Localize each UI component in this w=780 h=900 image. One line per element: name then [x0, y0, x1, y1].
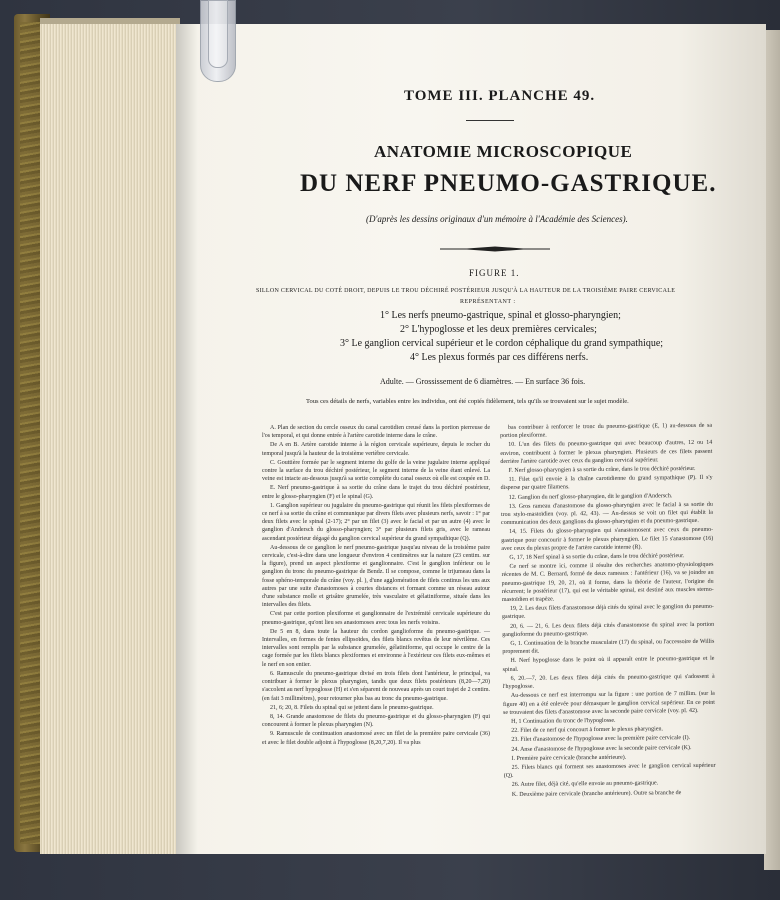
paragraph: 25. Filets blancs qui forment ses anastomoses avec le ganglion cervical supérieur (Q). [503, 762, 716, 780]
page-block-edges [40, 24, 181, 854]
ornament-divider [440, 246, 550, 252]
paragraph: 26. Autre filet, déjà cité, qu'elle envoie au pneumo-gastrique. [511, 780, 659, 789]
paragraph: 13. Gros rameau d'anastomose du glosso-pharyngien avec le facial à sa sortie du trou stylo-mastoïdien (voy. pl. 42, 43). — Au-dessus se voit un filet qui établit la communication des deux ganglions du glosso-pharyngien et du pneumo-gastrique. [500, 501, 713, 527]
paragraph: G, 1. Continuation de la branche musculaire (17) du spinal, ou l'accessoire de Willis proprement dit. [502, 638, 715, 656]
paragraph: 20, 6. — 21, 6. Les deux filets déjà cités d'anastomose du spinal avec la portion ganglioforme du pneumo-gastrique. [502, 621, 715, 638]
magnification-note: Adulte. — Grossissement de 6 diamètres. — En surface 36 fois. [380, 377, 586, 386]
page-clip-inner [208, 0, 228, 68]
paragraph: 12. Ganglion du nerf glosso-pharyngien, dit le ganglion d'Andersch. [508, 492, 673, 501]
fidelity-note: Tous ces détails de nerfs, variables entre les individus, ont été copiés fidèlement, tels qu'ils se trouvaient sur le sujet modèle. [306, 398, 629, 405]
paragraph: Au-dessous de ce ganglion le nerf pneumo-gastrique jusqu'au niveau de la troisième paire cervicale, c'est-à-dire dans une longueur d'environ 4 centimètres sur la nature (23 centim. sur la figure), prend un aspect plexiforme et ganglionnaire. C'est le ganglion inférieur ou le ganglion du tronc du pneumo-gastrique de Bendz. Il se compose, comme le trijumeau dans la fosse sphéno-temporale du crâne (voy. pl. ), d'une agglomération de filets continus les uns aux autres par une suite d'anastomoses à courtes distances et formant comme un réseau autour d'une substance molle et grisâtre grumelée, très vasculaire et gélatiniforme, située dans les intervalles des filets. [262, 544, 490, 609]
volume-plate-heading: TOME III. PLANCHE 49. [404, 88, 596, 104]
text-column-right [500, 422, 716, 798]
paragraph: 6. Ramuscule du pneumo-gastrique divisé en trois filets dont l'antérieur, le principal, va contribuer à former le plexus pharyngien, tandis que deux filets postérieurs (8,20—7,20) s'accolent au nerf hypoglosse (H) et s'en séparent de nouveau après un court trajet de 2 centim. (en fait 3 millimètres), pour retourner plus bas au tronc du pneumo-gastrique. [262, 670, 490, 702]
paragraph: E. Nerf pneumo-gastrique à sa sortie du crâne dans le trajet du trou déchiré postérieur, entre le glosso-pharyngien (F) et le spinal (G). [262, 485, 490, 500]
paragraph: 9. Ramuscule de continuation anastomosé avec un filet de la première paire cervicale (36) et avec le filet double adjoint à l'hypoglosse (8,20,7,20). Il va plus [262, 731, 490, 746]
paragraph: F. Nerf glosso-pharyngien à sa sortie du crâne, dans le trou déchiré postérieur. [508, 465, 696, 474]
paragraph: bas contribuer à renforcer le tronc du pneumo-gastrique (E, 1) au-dessous de sa portion plexiforme. [500, 422, 713, 440]
subtitle: (D'après les dessins originaux d'un mémoire à l'Académie des Sciences). [366, 214, 628, 224]
paragraph: De A en B. Artère carotide interne à la région cervicale supérieure, depuis le rocher du temporal jusqu'à la hauteur de la troisième vertèbre cervicale. [262, 442, 490, 457]
paragraph: H, 1 Continuation du tronc de l'hypoglosse. [511, 717, 616, 725]
paragraph: 19, 2. Les deux filets d'anastomose déjà cités du spinal avec le ganglion du pneumo-gastrique. [501, 604, 714, 621]
paragraph: 11. Filet qu'il envoie à la chaîne carotidienne du grand sympathique (P). Il s'y disperse par quatre filamens. [500, 474, 713, 492]
paragraph: G, 17, 18 Nerf spinal à sa sortie du crâne, dans le trou déchiré postérieur. [509, 553, 685, 561]
figure-item: 4° Les plexus formés par ces différens nerfs. [410, 352, 589, 363]
title-line-2: DU NERF PNEUMO-GASTRIQUE. [300, 170, 717, 197]
paragraph: C. Gouttière formée par le segment interne du golfe de la veine jugulaire interne appliqué contre la surface du trou déchiré postérieur, le segment interne de la veine étant enlevé. La veine est intacte au-dessous jusqu'à sa sortie complète du canal osseux où elle est coupée en D. [262, 459, 490, 483]
paragraph: 22. Filet de ce nerf qui concourt à former le plexus pharyngien. [511, 726, 664, 735]
figure-heading: FIGURE 1. [469, 268, 520, 278]
paragraph: 10. L'un des filets du pneumo-gastrique qui avec beaucoup d'autres, 12 ou 14 environ, contribuent à former le plexus pharyngien. Plusieurs de ces filets passent derrière l'artère carotide avec ceux du ganglion cervical supérieur. [500, 440, 713, 465]
paragraph: A. Plan de section du cercle osseux du canal carotidien creusé dans la portion pierreuse de l'os temporal, et qui donne entrée à l'artère carotide interne dans le crâne. [262, 425, 490, 440]
paragraph: 6, 20.—7, 20. Les deux filets déjà cités du pneumo-gastrique qui s'adossent à l'hypoglosse. [502, 673, 715, 691]
paragraph: 1. Ganglion supérieur ou jugulaire du pneumo-gastrique qui réunit les filets plexiformes de ce nerf à sa sortie du crâne et communique par divers filets avec plusieurs nerfs, savoir : 1° par deux filets avec le spinal (2-17); 2° par un filet (3) avec le facial et par un autre (4) avec le ganglion d'Andersch du glosso-pharyngien; 3° par plusieurs filets gris, avec le rameau ascendant postérieur dégagé du ganglion cervical supérieur du grand sympathique (Q). [262, 502, 490, 542]
figure-description: SILLON CERVICAL DU COTÉ DROIT, DEPUIS LE TROU DÉCHIRÉ POSTÉRIEUR JUSQU'À LA HAUTEUR DE LA TROISIÈME PAIRE CERVICALE [256, 288, 676, 294]
paragraph: 8, 14. Grande anastomose de filets du pneumo-gastrique et du glosso-pharyngien (F) qui concourent à former le plexus pharyngien (N). [262, 713, 490, 729]
paragraph: 24. Anse d'anastomose de l'hypoglosse avec la seconde paire cervicale (K). [511, 744, 692, 753]
paragraph: Au-dessous ce nerf est interrompu sur la figure : une portion de 7 millim. (sur la figure 40) en a été enlevée pour démasquer le ganglion cervical supérieur. En ce point se trouvaient des filets d'anastomose avec la seconde paire cervicale (voy. pl. 42). [502, 691, 715, 716]
paragraph: H. Nerf hypoglosse dans le point où il apparaît entre le pneumo-gastrique et le spinal. [502, 656, 715, 673]
figure-item: 1° Les nerfs pneumo-gastrique, spinal et glosso-pharyngien; [380, 310, 621, 321]
paragraph: C'est par cette portion plexiforme et ganglionnaire de l'extrémité cervicale supérieure du pneumo-gastrique, qu'ont lieu ses anastomoses avec tous les nerfs voisins. [262, 611, 490, 626]
gutter-shadow [176, 24, 198, 854]
heading-rule [466, 120, 514, 121]
title-line-1: ANATOMIE MICROSCOPIQUE [374, 142, 633, 161]
paragraph: I. Première paire cervicale (branche antérieure). [511, 754, 627, 762]
paragraph: 21, 6; 20, 8. Filets du spinal qui se jettent dans le pneumo-gastrique. [270, 704, 434, 711]
paragraph: 14, 15. Filets du glosso-pharyngien qui s'anastomosent avec ceux du pneumo-gastrique pour concourir à former le plexus pharyngien. Le filet 15 s'anastomose (16) avec ceux du plexus propre de l'artère carotide interne (R). [501, 527, 714, 552]
right-page-edge [764, 30, 780, 870]
figure-item: 3° Le ganglion cervical supérieur et le cordon céphalique du grand sympathique; [340, 338, 664, 349]
paragraph: Ce nerf se montre ici, comme il résulte des recherches anatomo-physiologiques récentes de M. C. Bernard, formé de deux rameaux : l'antérieur (16), va se joindre au pneumo-gastrique 19, 20, 21, où il forme, dans la théorie de l'auteur, l'origine du récurrent; le postérieur (17), qui est le véritable spinal, est destiné aux muscles sterno-mastoïdien et trapèze. [501, 562, 714, 604]
paragraph: K. Deuxième paire cervicale (branche antérieure). Outre sa branche de [511, 789, 682, 798]
text-column-left [262, 424, 490, 814]
paragraph: 23. Filet d'anastomose de l'hypoglosse avec la première paire cervicale (I). [511, 735, 691, 744]
figure-item: 2° L'hypoglosse et les deux premières cervicales; [400, 324, 597, 335]
representant-label: REPRÉSENTANT : [460, 299, 516, 305]
paragraph: De 5 en 8, dans toute la hauteur du cordon ganglioforme du pneumo-gastrique. — Intervalles, en formes de fentes ellipsoïdes, des filets blancs revêtus de leur névrilème. Ces intervalles sont remplis par la substance grumelée, gélatiniforme, qui occupe le centre de la cage formée par les filets blancs plexiformes et environne à l'extérieur ces filets eux-mêmes et le nerf en son entier. [262, 628, 490, 668]
